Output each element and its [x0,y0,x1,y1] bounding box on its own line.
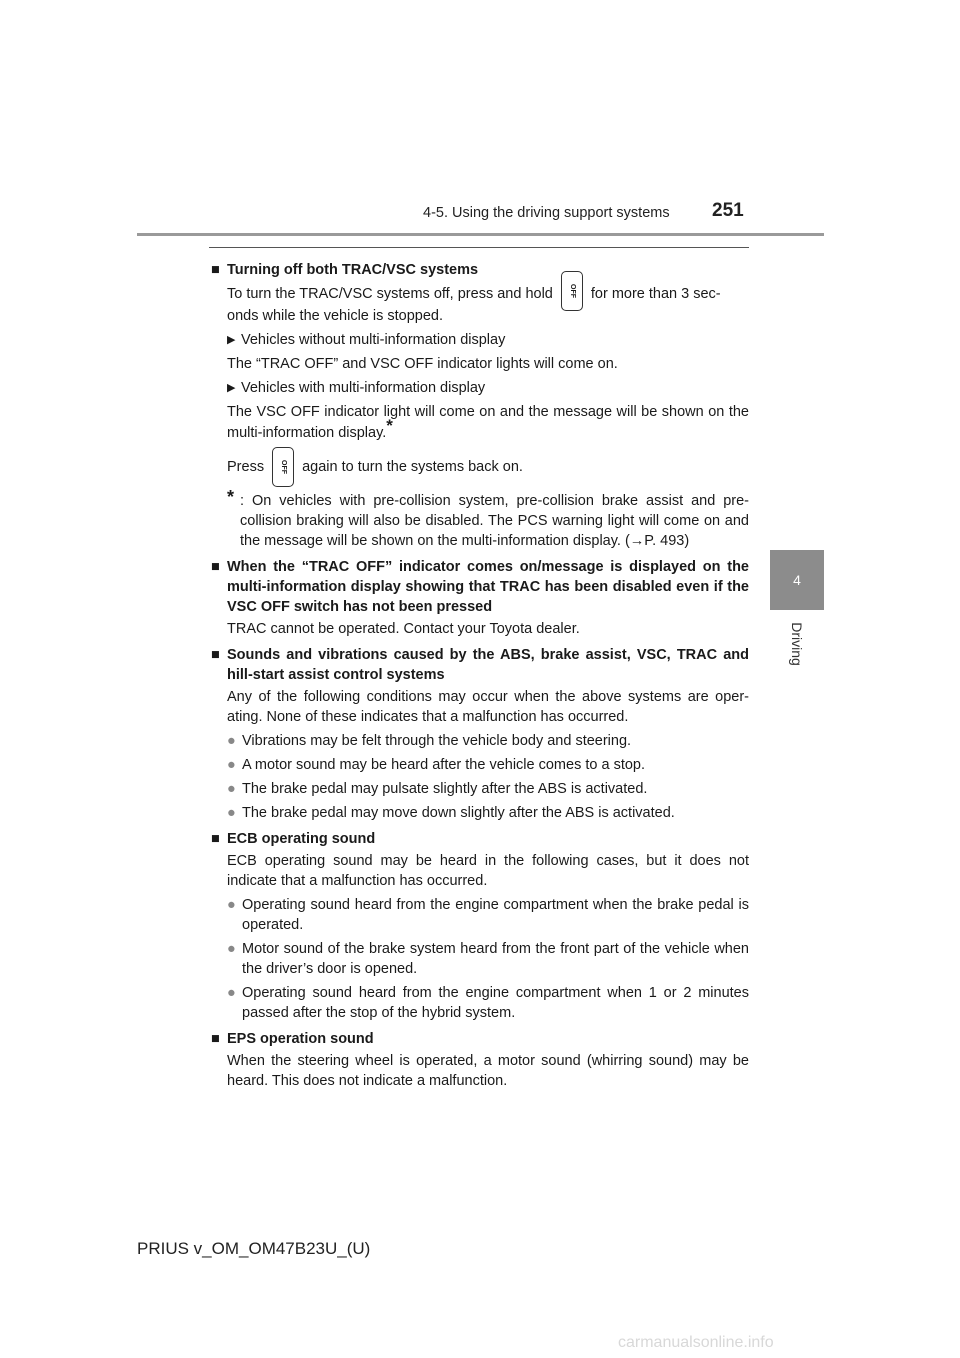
paragraph: ECB operating sound may be heard in the following cases, but it does not indicate that a malfunction has occurred. [227,853,749,889]
paragraph: Any of the following conditions may occur when the above systems are oper-ating. None of these indicates that a malfunction has occurred. [227,689,749,725]
list-item: ● Operating sound heard from the engine compartment when 1 or 2 minutes passed after the stop of the hybrid system. [227,985,749,1021]
content-rule [209,247,749,248]
sub-heading: ▶ Vehicles without multi-information display [227,332,506,348]
list-item: ● A motor sound may be heard after the vehicle comes to a stop. [227,757,645,773]
vsc-off-switch-icon: OFF [561,271,583,311]
section-heading-sounds: ■ Sounds and vibrations caused by the ABS, brake assist, VSC, TRAC and hill-start assist control systems [211,647,749,683]
footnote-star: * [227,487,235,507]
chapter-tab [770,550,824,610]
paragraph: The VSC OFF indicator light will come on and the message will be shown on the multi-information display.* [227,404,749,441]
watermark: carmanualsonline.info [618,1334,774,1351]
paragraph: When the steering wheel is operated, a motor sound (whirring sound) may be heard. This does not indicate a malfunction. [227,1053,749,1089]
list-item: ● The brake pedal may pulsate slightly after the ABS is activated. [227,781,648,797]
list-item: ● Vibrations may be felt through the vehicle body and steering. [227,733,632,749]
document-code-footer: PRIUS v_OM_OM47B23U_(U) [137,1239,371,1258]
bullet-icon: ● [227,757,236,773]
bullet-icon: ● [227,985,236,1001]
footnote-star: * [386,416,393,435]
section-heading-turning-off: ■ Turning off both TRAC/VSC systems [211,262,479,278]
bullet-icon: ● [227,805,236,821]
triangle-icon: ▶ [227,382,236,394]
section-heading-eps: ■ EPS operation sound [211,1031,374,1047]
section-heading-ecb: ■ ECB operating sound [211,831,376,847]
square-marker-icon: ■ [211,1031,220,1047]
list-item: ● The brake pedal may move down slightly after the ABS is activated. [227,805,675,821]
paragraph: Press OFF again to turn the systems back on. [227,445,749,489]
paragraph: The “TRAC OFF” and VSC OFF indicator lights will come on. [227,356,618,372]
square-marker-icon: ■ [211,559,220,575]
footnote: * : On vehicles with pre-collision system, pre-collision brake assist and pre-collision braking will also be disabled. The PCS warning light will come on and the message will be shown on the multi-information display. (→P. 493) [227,487,749,549]
chapter-number: 4 [793,572,801,588]
triangle-icon: ▶ [227,334,236,346]
page-content [211,256,749,1091]
bullet-icon: ● [227,781,236,797]
square-marker-icon: ■ [211,647,220,663]
square-marker-icon: ■ [211,262,220,278]
vsc-off-switch-icon: OFF [272,447,294,487]
bullet-icon: ● [227,941,236,957]
chapter-label: Driving [789,622,805,666]
sub-heading: ▶ Vehicles with multi-information display [227,380,486,396]
bullet-icon: ● [227,897,236,913]
section-heading-trac-off: ■ When the “TRAC OFF” indicator comes on/message is displayed on the multi-information display showing that TRAC has been disabled even if the VSC OFF switch has not been pressed [211,559,749,615]
paragraph: To turn the TRAC/VSC systems off, press and hold OFF for more than 3 sec- onds while the vehicle is stopped. [227,282,749,326]
list-item: ● Operating sound heard from the engine compartment when the brake pedal is operated. [227,897,749,933]
header-rule [137,233,824,236]
header-section-title: 4-5. Using the driving support systems [423,205,670,221]
list-item: ● Motor sound of the brake system heard from the front part of the vehicle when the driver’s door is opened. [227,941,749,977]
page-number: 251 [712,200,744,221]
bullet-icon: ● [227,733,236,749]
square-marker-icon: ■ [211,831,220,847]
paragraph: TRAC cannot be operated. Contact your Toyota dealer. [227,621,580,637]
